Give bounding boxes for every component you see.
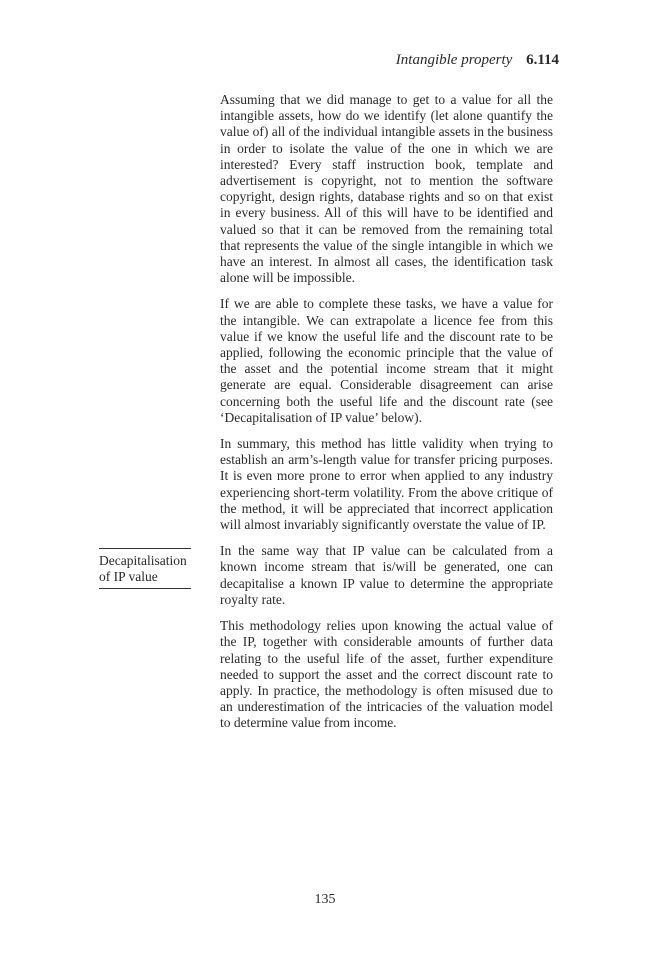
- paragraph: If we are able to complete these tasks, we have a value for the intangible. We can extrapolate a licence fee from this value if we know the useful life and the discount rate to be applied, following the economic principle that the value of the asset and the potential income stream that it might generate are equal. Considerable disagreement can arise concerning both the useful life and the discount rate (see ‘Decapitalisation of IP value’ below).: [220, 296, 553, 425]
- paragraph: This methodology relies upon knowing the actual value of the IP, together with considerable amounts of further data relating to the useful life of the asset, further expenditure needed to support the asset and the correct discount rate to apply. In practice, the methodology is often misused due to an underestimation of the intricacies of the valuation model to determine value from income.: [220, 618, 553, 731]
- running-title: Intangible property: [395, 52, 513, 68]
- paragraph: In the same way that IP value can be calculated from a known income stream that is/will be generated, one can decapitalise a known IP value to determine the appropriate royalty rate.: [220, 543, 553, 607]
- margin-heading-line-2: of IP value: [99, 569, 158, 585]
- running-header: [396, 51, 559, 69]
- body-text: [220, 92, 553, 742]
- section-number: 6.114: [526, 52, 559, 68]
- margin-heading: [99, 548, 191, 589]
- paragraph: In summary, this method has little validity when trying to establish an arm’s-length value for transfer pricing purposes. It is even more prone to error when applied to any industry experiencing short-term volatility. From the above critique of the method, it will be appreciated that incorrect application will almost invariably significantly overstate the value of IP.: [220, 436, 553, 533]
- paragraph: Assuming that we did manage to get to a value for all the intangible assets, how do we identify (let alone quantify the value of) all of the individual intangible assets in the business in order to isolate the value of the one in which we are interested? Every staff instruction book, template and advertisement is copyright, not to mention the software copyright, design rights, database rights and so on that exist in every business. All of this will have to be identified and valued so that it can be removed from the remaining total that represents the value of the single intangible in which we have an interest. In almost all cases, the identification task alone will be impossible.: [220, 92, 553, 286]
- page-number: 135: [314, 892, 336, 907]
- margin-heading-line-1: Decapitalisation: [99, 553, 187, 568]
